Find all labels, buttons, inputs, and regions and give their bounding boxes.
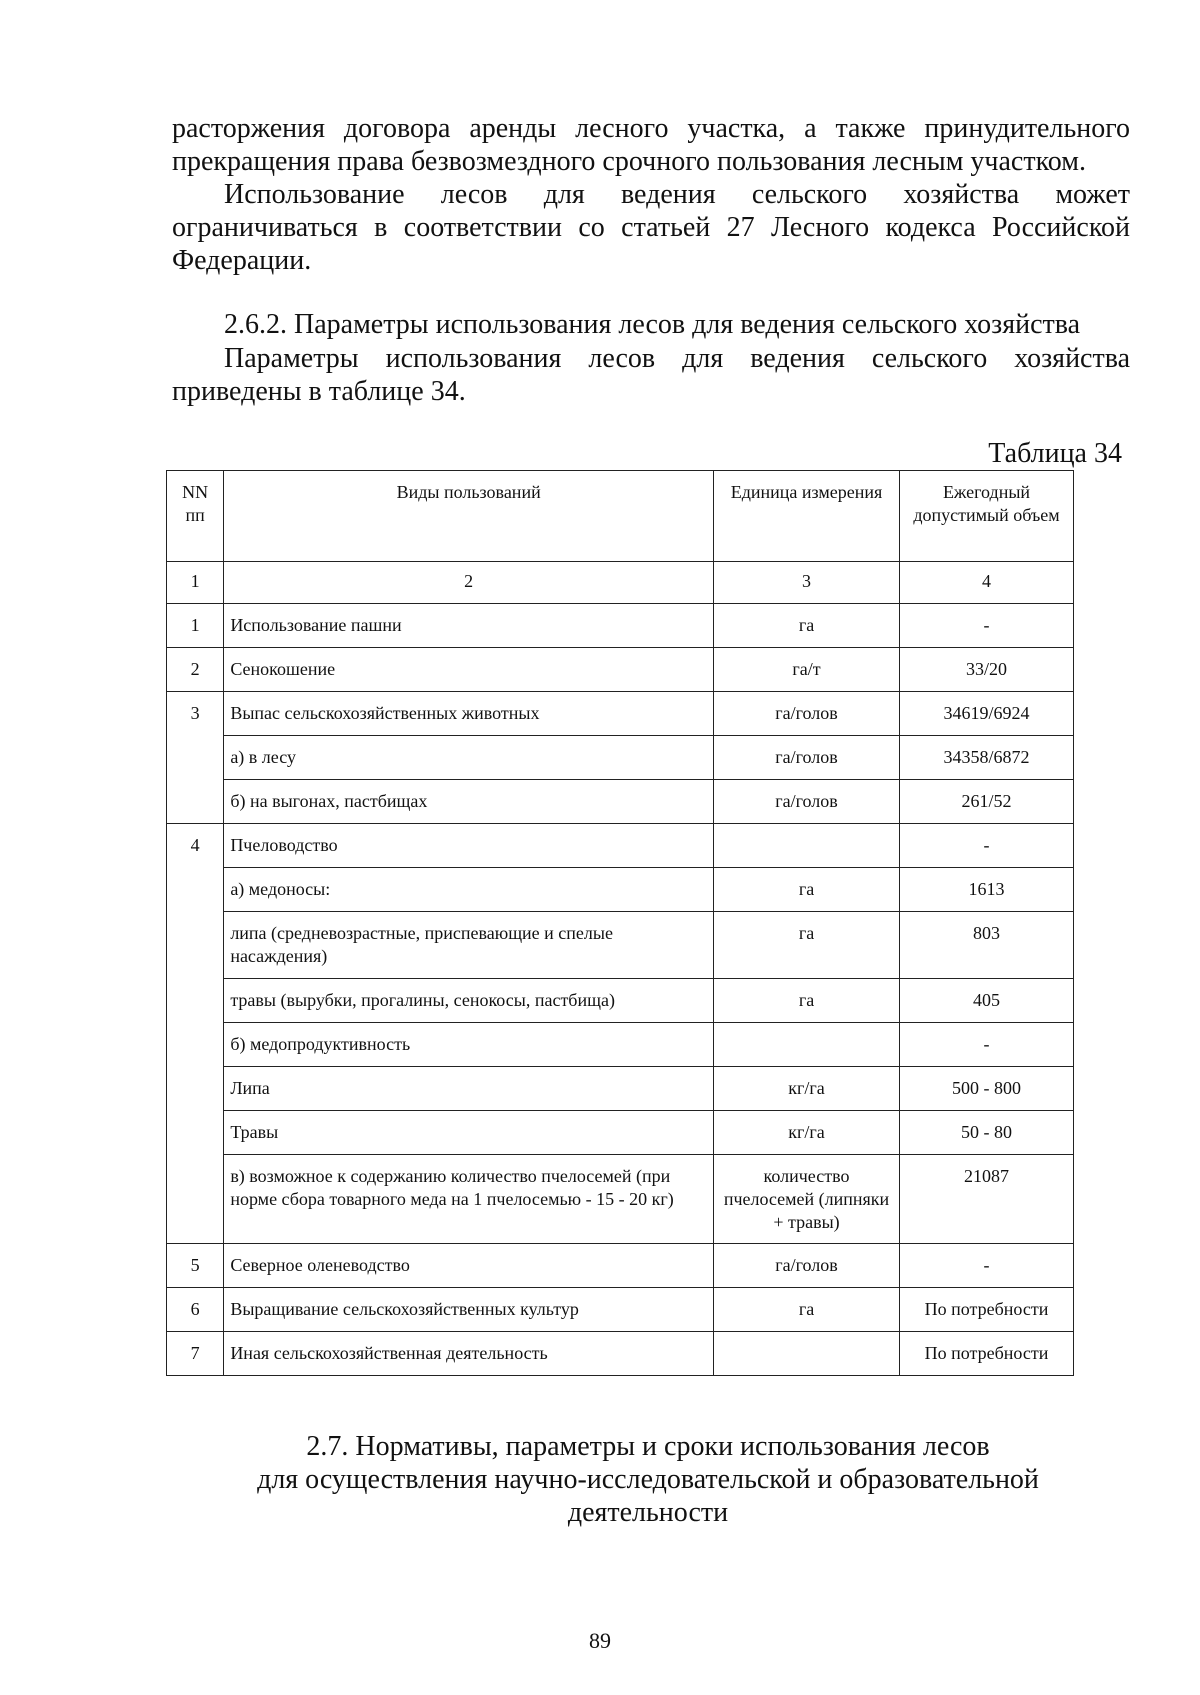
row-usage-type: а) медоносы: — [224, 868, 714, 912]
row-value: 34358/6872 — [900, 736, 1074, 780]
row-value: 33/20 — [900, 648, 1074, 692]
row-value: 50 - 80 — [900, 1111, 1074, 1155]
row-unit: кг/га — [714, 1111, 900, 1155]
row-usage-type: травы (вырубки, прогалины, сенокосы, пастбища) — [224, 979, 714, 1023]
agriculture-parameters-table — [166, 470, 1074, 1376]
row-value: 261/52 — [900, 780, 1074, 824]
table-row — [167, 736, 1074, 780]
row-value: - — [900, 1023, 1074, 1067]
row-usage-type: липа (средневозрастные, приспевающие и спелые насаждения) — [224, 912, 714, 979]
row-unit: кг/га — [714, 1067, 900, 1111]
row-number: 6 — [167, 1288, 224, 1332]
row-unit — [714, 824, 900, 868]
row-usage-type: Выращивание сельскохозяйственных культур — [224, 1288, 714, 1332]
row-value: По потребности — [900, 1288, 1074, 1332]
section-heading-line: 2.7. Нормативы, параметры и сроки использования лесов — [306, 1431, 990, 1462]
row-number: 7 — [167, 1332, 224, 1376]
table-row — [167, 692, 1074, 736]
row-value: 1613 — [900, 868, 1074, 912]
header-unit: Единица измерения — [714, 471, 900, 562]
row-number: 3 — [167, 692, 224, 824]
table-row — [167, 648, 1074, 692]
row-value: 405 — [900, 979, 1074, 1023]
table-row — [167, 604, 1074, 648]
row-usage-type: Сенокошение — [224, 648, 714, 692]
row-value: - — [900, 604, 1074, 648]
row-usage-type: Северное оленеводство — [224, 1244, 714, 1288]
section-heading-line: для осуществления научно-исследовательской и образовательной — [257, 1464, 1039, 1495]
column-number-row — [167, 562, 1074, 604]
paragraph-table-reference: Параметры использования лесов для ведения сельского хозяйства приведены в таблице 34. — [172, 343, 1130, 407]
row-unit: га/голов — [714, 736, 900, 780]
row-usage-type: Выпас сельскохозяйственных животных — [224, 692, 714, 736]
row-unit: га/голов — [714, 780, 900, 824]
column-number: 2 — [224, 562, 714, 604]
heading-2-6-2: 2.6.2. Параметры использования лесов для ведения сельского хозяйства — [224, 309, 1081, 340]
row-usage-type: в) возможное к содержанию количество пчелосемей (при норме сбора товарного меда на 1 пчелосемью - 15 - 20 кг) — [224, 1155, 714, 1244]
table-caption: Таблица 34 — [988, 438, 1122, 469]
header-number: NN пп — [167, 471, 224, 562]
row-value: По потребности — [900, 1332, 1074, 1376]
table-row — [167, 912, 1074, 979]
row-unit — [714, 1023, 900, 1067]
table-row — [167, 1288, 1074, 1332]
row-usage-type: Пчеловодство — [224, 824, 714, 868]
table-row — [167, 1155, 1074, 1244]
row-usage-type: б) медопродуктивность — [224, 1023, 714, 1067]
section-2-7-heading — [172, 1430, 1124, 1529]
row-number: 1 — [167, 604, 224, 648]
row-usage-type: а) в лесу — [224, 736, 714, 780]
header-usage-type: Виды пользований — [224, 471, 714, 562]
row-unit: га — [714, 604, 900, 648]
row-value: 803 — [900, 912, 1074, 979]
row-unit: га — [714, 868, 900, 912]
paragraph-contract-termination: расторжения договора аренды лесного участка, а также принудительного прекращения права безвозмездного срочного пользования лесным участком. — [172, 113, 1130, 177]
row-usage-type: б) на выгонах, пастбищах — [224, 780, 714, 824]
row-number: 4 — [167, 824, 224, 1244]
row-usage-type: Иная сельскохозяйственная деятельность — [224, 1332, 714, 1376]
row-unit: количество пчелосемей (липняки + травы) — [714, 1155, 900, 1244]
row-unit: га/голов — [714, 1244, 900, 1288]
table-row — [167, 1332, 1074, 1376]
row-value: 34619/6924 — [900, 692, 1074, 736]
table-row — [167, 824, 1074, 868]
row-unit: га — [714, 1288, 900, 1332]
table-header-row — [167, 471, 1074, 562]
row-value: - — [900, 1244, 1074, 1288]
row-value: - — [900, 824, 1074, 868]
table-row — [167, 780, 1074, 824]
table-row — [167, 979, 1074, 1023]
row-unit — [714, 1332, 900, 1376]
row-usage-type: Использование пашни — [224, 604, 714, 648]
column-number: 1 — [167, 562, 224, 604]
section-heading-line: деятельности — [567, 1497, 729, 1528]
row-number: 5 — [167, 1244, 224, 1288]
row-usage-type: Липа — [224, 1067, 714, 1111]
header-annual-volume: Ежегодный допустимый объем — [900, 471, 1074, 562]
row-usage-type: Травы — [224, 1111, 714, 1155]
table-row — [167, 1023, 1074, 1067]
column-number: 3 — [714, 562, 900, 604]
table-row — [167, 1244, 1074, 1288]
table-row — [167, 868, 1074, 912]
row-value: 500 - 800 — [900, 1067, 1074, 1111]
page-number: 89 — [589, 1628, 611, 1653]
row-unit: га — [714, 912, 900, 979]
column-number: 4 — [900, 562, 1074, 604]
row-unit: га/т — [714, 648, 900, 692]
table-row — [167, 1111, 1074, 1155]
table-row — [167, 1067, 1074, 1111]
paragraph-agriculture-restriction: Использование лесов для ведения сельского хозяйства может ограничиваться в соответствии со статьей 27 Лесного кодекса Российской Федерации. — [172, 179, 1130, 276]
row-number: 2 — [167, 648, 224, 692]
row-unit: га — [714, 979, 900, 1023]
row-value: 21087 — [900, 1155, 1074, 1244]
row-unit: га/голов — [714, 692, 900, 736]
